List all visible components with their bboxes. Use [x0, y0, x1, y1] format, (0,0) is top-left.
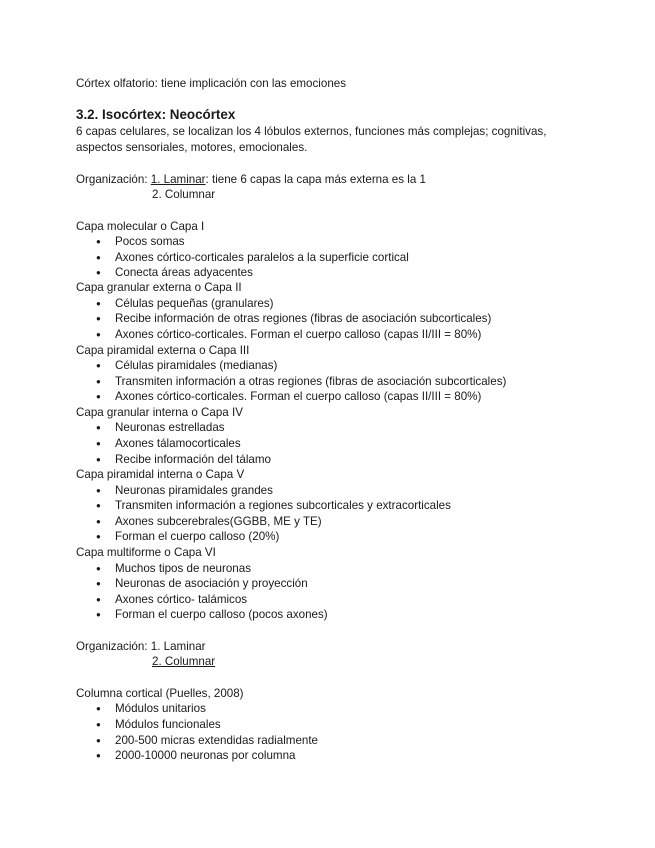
list-item: ● Axones subcerebrales(GGBB, ME y TE): [115, 514, 322, 529]
layer-title: Capa multiforme o Capa VI: [76, 546, 216, 559]
list-item: ● Neuronas estrelladas: [115, 420, 225, 435]
list-item: ● Recibe información de otras regiones (fibras de asociación subcorticales): [115, 311, 491, 326]
section-heading: 3.2. Isocórtex: Neocórtex: [76, 107, 236, 122]
layer-title: Capa piramidal externa o Capa III: [76, 344, 250, 357]
list-item: ● Muchos tipos de neuronas: [115, 561, 251, 576]
column-title: Columna cortical (Puelles, 2008): [76, 687, 244, 700]
list-item: ● Axones córtico- talámicos: [115, 592, 247, 607]
list-item: ● 2000-10000 neuronas por columna: [115, 748, 295, 763]
columnar-item: 2. Columnar: [152, 188, 216, 201]
list-item: ● Células piramidales (medianas): [115, 358, 277, 373]
organization-1: [76, 172, 426, 187]
olfactory-line: Córtex olfatorio: tiene implicación con las emociones: [76, 77, 347, 90]
list-item: ● Recibe información del tálamo: [115, 452, 271, 467]
list-item: ● Axones córtico-corticales. Forman el cuerpo calloso (capas II/III = 80%): [115, 389, 481, 404]
list-item: ● Neuronas piramidales grandes: [115, 483, 273, 498]
list-item: ● 200-500 micras extendidas radialmente: [115, 733, 318, 748]
list-item: ● Módulos unitarios: [115, 701, 206, 716]
layer-title: Capa molecular o Capa I: [76, 220, 205, 233]
list-item: ● Forman el cuerpo calloso (pocos axones): [115, 607, 328, 622]
organization-2: [76, 639, 206, 654]
list-item: ● Axones córtico-corticales paralelos a la superficie cortical: [115, 250, 409, 265]
organization-label: Organización:: [76, 640, 151, 653]
list-item: ● Conecta áreas adyacentes: [115, 265, 253, 280]
list-item: ● Neuronas de asociación y proyección: [115, 576, 308, 591]
laminar-description: : tiene 6 capas la capa más externa es la 1: [205, 173, 426, 186]
list-item: ● Transmiten información a otras regiones (fibras de asociación subcorticales): [115, 374, 506, 389]
intro-paragraph: 6 capas celulares, se localizan los 4 lóbulos externos, funciones más complejas; cognitivas, aspectos sensoriales, motores, emocionales.: [76, 125, 547, 154]
organization-label: Organización:: [76, 173, 151, 186]
list-item: ● Pocos somas: [115, 234, 185, 249]
list-item: ● Axones córtico-corticales. Forman el cuerpo calloso (capas II/III = 80%): [115, 327, 481, 342]
list-item: ● Transmiten información a regiones subcorticales y extracorticales: [115, 498, 451, 513]
laminar-underlined: 1. Laminar: [150, 173, 206, 186]
columnar-underlined: 2. Columnar: [152, 655, 216, 668]
list-item: ● Forman el cuerpo calloso (20%): [115, 529, 279, 544]
list-item: ● Axones tálamocorticales: [115, 436, 241, 451]
list-item: ● Módulos funcionales: [115, 717, 221, 732]
list-item: ● Células pequeñas (granulares): [115, 296, 274, 311]
layer-title: Capa granular externa o Capa II: [76, 281, 242, 294]
laminar-item: 1. Laminar: [150, 640, 206, 653]
layer-title: Capa piramidal interna o Capa V: [76, 468, 245, 481]
layer-title: Capa granular interna o Capa IV: [76, 406, 243, 419]
